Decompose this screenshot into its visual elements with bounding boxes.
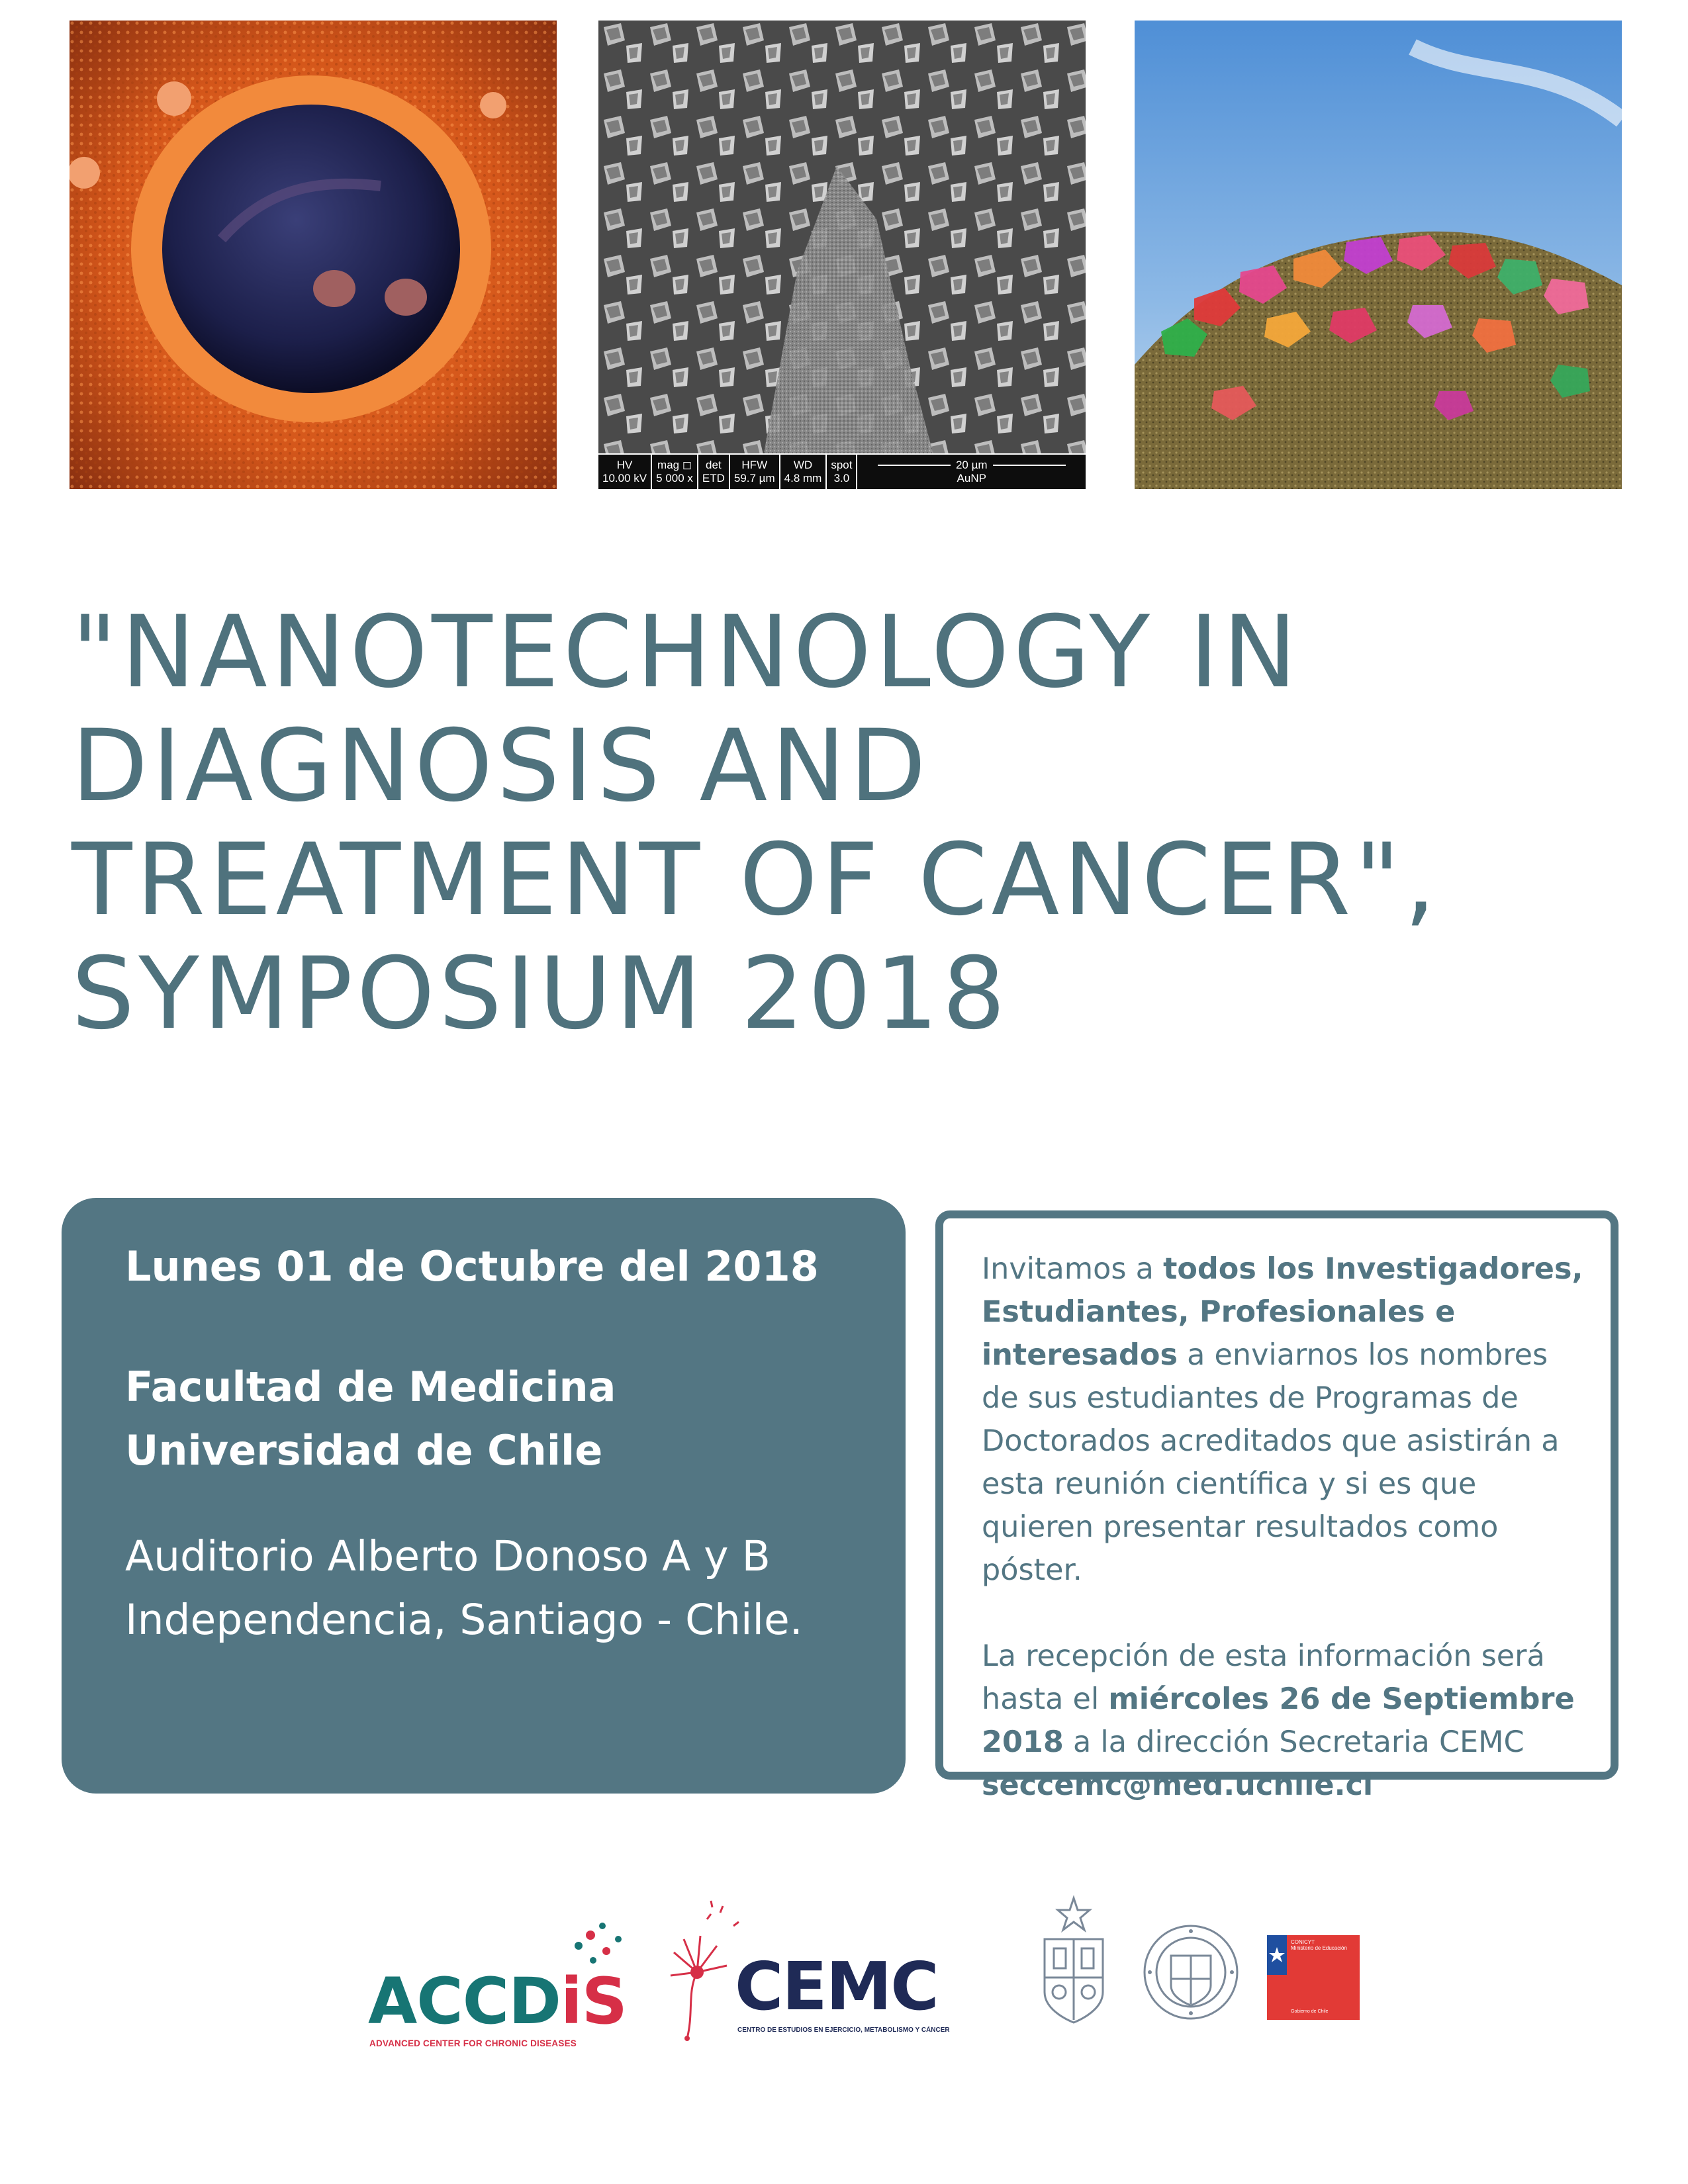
title-line-2: DIAGNOSIS AND [71,709,930,824]
invitation-paragraph-2 [982,1635,1591,1807]
sem-mag-label: mag ◻ [657,459,692,471]
sem-hfw-label: HFW [741,459,768,471]
cell-micrograph-image [70,21,557,489]
sem-scale-value: 20 µm [955,459,988,471]
invitation-box [935,1210,1618,1802]
sem-info-bar [598,453,1086,489]
sem-scale-row [861,459,1082,472]
government-ministry-logo [1267,1935,1360,2020]
scale-line-right [993,465,1066,466]
title-line-1: "NANOTECHNOLOGY IN [71,595,1301,710]
sem-det [698,455,730,489]
sem-hv-label: HV [616,459,633,471]
title-line-4: SYMPOSIUM 2018 [71,936,1009,1052]
university-seal-icon [1141,1919,1241,2025]
ministry-footer: Gobierno de Chile [1291,2009,1329,2014]
sem-spot [827,455,857,489]
venue-line-1: Facultad de Medicina [125,1363,616,1411]
sem-micrograph-image [598,21,1086,489]
accdis-wordmark-teal: ACCD [368,1964,561,2038]
accdis-logo [368,1919,628,2048]
symposium-title [71,596,1607,1051]
sem-hfw [730,455,780,489]
accdis-wordmark [368,1964,627,2038]
p1-rest: a enviarnos los nombres de sus estudiantes de Programas de Doctorados acreditados que asistirán a esta reunión científica y si es que quieren presentar resultados como póster. [982,1338,1560,1587]
event-address [125,1525,866,1652]
invitation-paragraph-1 [982,1248,1591,1592]
sem-hv [598,455,652,489]
p2-rest: a la dirección Secretaria CEMC [1063,1725,1524,1759]
scale-line-left [878,465,951,466]
sem-wd-value: 4.8 mm [784,472,822,484]
ministry-label [1291,1939,1352,1951]
colorized-micrograph-image [1135,21,1622,489]
p2-intro: La recepción de esta información será hasta el [982,1639,1545,1716]
event-date: Lunes 01 de Octubre del 2018 [125,1242,819,1291]
sem-wd-label: WD [793,459,813,471]
sem-spot-value: 3.0 [833,472,850,484]
p2-deadline: miércoles 26 de Septiembre 2018 [982,1682,1575,1759]
cemc-logo [661,1899,959,2045]
ministry-line-2: Ministerio de Educación [1291,1945,1347,1951]
contact-email[interactable]: seccemc@med.uchile.cl [982,1768,1374,1802]
ministry-line-1: CONICYT [1291,1939,1315,1945]
sem-sample: AuNP [957,472,986,484]
address-line-2: Independencia, Santiago - Chile. [125,1596,803,1644]
sem-hfw-value: 59.7 µm [733,472,775,484]
title-line-3: TREATMENT OF CANCER", [71,823,1440,938]
sem-mag-value: 5 000 x [656,472,693,484]
event-venue [125,1355,866,1482]
accdis-subtitle: ADVANCED CENTER FOR CHRONIC DISEASES [369,2038,577,2048]
sem-det-value: ETD [702,472,725,484]
accdis-wordmark-red: iS [560,1964,627,2038]
dandelion-icon [661,1899,747,2045]
venue-line-2: Universidad de Chile [125,1426,603,1475]
event-details-box [62,1198,906,1794]
sem-spot-label: spot [831,459,853,471]
p1-bold: todos los Investigadores, Estudiantes, Profesionales e interesados [982,1252,1583,1372]
sem-det-label: det [706,459,722,471]
university-shield-icon [1037,1893,1111,2025]
sem-hv-value: 10.00 kV [602,472,647,484]
cemc-wordmark: CEMC [735,1948,938,2025]
sem-scale [857,455,1086,489]
sem-mag [652,455,698,489]
cemc-subtitle: CENTRO DE ESTUDIOS EN EJERCICIO, METABOLISMO Y CÁNCER [737,2026,950,2034]
p1-intro: Invitamos a [982,1252,1164,1286]
sem-wd [780,455,827,489]
address-line-1: Auditorio Alberto Donoso A y B [125,1532,771,1580]
